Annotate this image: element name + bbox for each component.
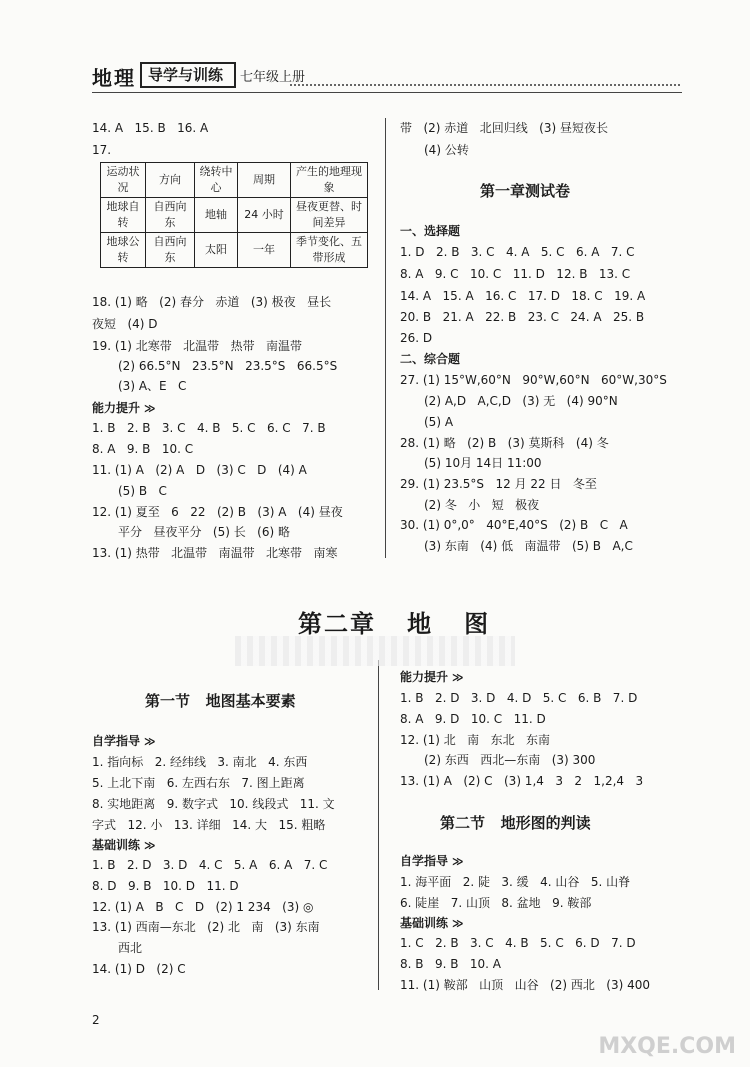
answer-line: 14. (1) D (2) C <box>92 962 186 976</box>
header-rule <box>92 92 682 93</box>
answer-line: 20. B 21. A 22. B 23. C 24. A 25. B <box>400 310 645 324</box>
table-cell: 地轴 <box>195 198 238 233</box>
answer-line: 8. D 9. B 10. D 11. D <box>92 879 239 893</box>
subheading-choice: 一、选择题 <box>400 224 461 238</box>
answer-line: (2) 冬 小 短 极夜 <box>424 498 540 512</box>
subheading-ability <box>92 399 156 416</box>
table-row <box>101 198 368 233</box>
double-chevron-icon: ≫ <box>144 402 156 415</box>
earth-motion-table <box>100 162 368 268</box>
answer-line: 8. B 9. B 10. A <box>400 957 501 971</box>
subheading-basic <box>400 914 464 931</box>
subheading-label: 自学指导 <box>400 854 449 868</box>
answer-line: 6. 陡崖 7. 山顶 8. 盆地 9. 鞍部 <box>400 896 592 910</box>
subheading-self-study <box>400 852 464 869</box>
answer-line: (2) A,D A,C,D (3) 无 (4) 90°N <box>424 394 618 408</box>
table-cell: 一年 <box>238 233 291 268</box>
table-cell: 地球自转 <box>101 198 146 233</box>
subheading-label: 基础训练 <box>400 916 449 930</box>
table-cell: 运动状况 <box>101 163 146 198</box>
double-chevron-icon: ≫ <box>144 735 156 748</box>
table-cell: 地球公转 <box>101 233 146 268</box>
answer-line: (4) 公转 <box>424 143 469 157</box>
table-cell: 太阳 <box>195 233 238 268</box>
table-header-row <box>101 163 368 198</box>
table-cell: 24 小时 <box>238 198 291 233</box>
page-number: 2 <box>92 1013 100 1027</box>
subheading-label: 自学指导 <box>92 734 141 748</box>
answer-line: (5) 10月 14日 11:00 <box>424 456 542 470</box>
answer-line: 1. 指向标 2. 经纬线 3. 南北 4. 东西 <box>92 755 308 769</box>
table-cell: 昼夜更替、时间差异 <box>291 198 368 233</box>
answer-line: 1. D 2. B 3. C 4. A 5. C 6. A 7. C <box>400 245 635 259</box>
table-cell: 产生的地理现象 <box>291 163 368 198</box>
answer-line: 13. (1) 西南—东北 (2) 北 南 (3) 东南 <box>92 920 320 934</box>
header-dotted-rule <box>290 84 680 86</box>
answer-line: (3) A、E C <box>118 379 187 393</box>
answer-line: 夜短 (4) D <box>92 317 158 331</box>
watermark-text: MXQE.COM <box>598 1034 736 1059</box>
answer-line: 13. (1) 热带 北温带 南温带 北寒带 南寒 <box>92 546 338 560</box>
chapter-title-decoration <box>235 636 515 666</box>
table-cell: 季节变化、五带形成 <box>291 233 368 268</box>
double-chevron-icon: ≫ <box>452 917 464 930</box>
table-row <box>101 233 368 268</box>
answer-line: 1. B 2. D 3. D 4. C 5. A 6. A 7. C <box>92 858 328 872</box>
section-title: 第一节 地图基本要素 <box>145 692 296 710</box>
answer-line: 平分 昼夜平分 (5) 长 (6) 略 <box>118 525 290 539</box>
answer-line: 11. (1) 鞍部 山顶 山谷 (2) 西北 (3) 400 <box>400 978 651 992</box>
column-divider-bottom <box>378 660 379 990</box>
subheading-basic <box>92 836 156 853</box>
answer-line: (5) B C <box>118 484 167 498</box>
answer-line: 27. (1) 15°W,60°N 90°W,60°N 60°W,30°S <box>400 373 667 387</box>
answer-line: 1. C 2. B 3. C 4. B 5. C 6. D 7. D <box>400 936 636 950</box>
table-cell: 自西向东 <box>146 233 195 268</box>
subheading-label: 能力提升 <box>400 670 449 684</box>
answer-line: (2) 东西 西北—东南 (3) 300 <box>424 753 596 767</box>
table-cell: 自西向东 <box>146 198 195 233</box>
double-chevron-icon: ≫ <box>452 671 464 684</box>
answer-line: 8. 实地距离 9. 数字式 10. 线段式 11. 文 <box>92 797 335 811</box>
table-cell: 绕转中心 <box>195 163 238 198</box>
header-book-title: 导学与训练 <box>148 66 224 84</box>
answer-line: 14. A 15. A 16. C 17. D 18. C 19. A <box>400 289 646 303</box>
subheading-self-study <box>92 732 156 749</box>
answer-line: 26. D <box>400 331 433 345</box>
table-cell: 方向 <box>146 163 195 198</box>
subheading-label: 基础训练 <box>92 838 141 852</box>
column-divider-top <box>385 118 386 558</box>
answer-line: 1. 海平面 2. 陡 3. 缓 4. 山谷 5. 山脊 <box>400 875 631 889</box>
answer-line: 13. (1) A (2) C (3) 1,4 3 2 1,2,4 3 <box>400 774 644 788</box>
answer-line: 12. (1) 夏至 6 22 (2) B (3) A (4) 昼夜 <box>92 505 343 519</box>
chapter-title: 第二章 地 图 <box>298 609 491 638</box>
subheading-comprehensive: 二、综合题 <box>400 352 461 366</box>
answer-line: 18. (1) 略 (2) 春分 赤道 (3) 极夜 昼长 <box>92 295 332 309</box>
answer-line: 8. A 9. D 10. C 11. D <box>400 712 546 726</box>
subheading-ability <box>400 668 464 685</box>
answer-line: 17. <box>92 143 112 157</box>
subheading-label: 能力提升 <box>92 401 141 415</box>
answer-line: 8. A 9. C 10. C 11. D 12. B 13. C <box>400 267 631 281</box>
section-title: 第一章测试卷 <box>480 182 571 200</box>
answer-line: (3) 东南 (4) 低 南温带 (5) B A,C <box>424 539 633 553</box>
answer-line: 29. (1) 23.5°S 12 月 22 日 冬至 <box>400 477 597 491</box>
section-title: 第二节 地形图的判读 <box>440 814 591 832</box>
answer-line: 带 (2) 赤道 北回归线 (3) 昼短夜长 <box>400 121 608 135</box>
header-grade: 七年级上册 <box>240 70 306 85</box>
table-cell: 周期 <box>238 163 291 198</box>
answer-line: 11. (1) A (2) A D (3) C D (4) A <box>92 463 307 477</box>
answer-line: 12. (1) A B C D (2) 1 234 (3) ◎ <box>92 900 314 914</box>
double-chevron-icon: ≫ <box>452 855 464 868</box>
answer-line: 1. B 2. D 3. D 4. D 5. C 6. B 7. D <box>400 691 638 705</box>
answer-line: 19. (1) 北寒带 北温带 热带 南温带 <box>92 339 303 353</box>
answer-line: 1. B 2. B 3. C 4. B 5. C 6. C 7. B <box>92 421 326 435</box>
double-chevron-icon: ≫ <box>144 839 156 852</box>
answer-line: (2) 66.5°N 23.5°N 23.5°S 66.5°S <box>118 359 338 373</box>
answer-line: 28. (1) 略 (2) B (3) 莫斯科 (4) 冬 <box>400 436 609 450</box>
answer-line: 30. (1) 0°,0° 40°E,40°S (2) B C A <box>400 518 628 532</box>
answer-line: (5) A <box>424 415 454 429</box>
answer-line: 12. (1) 北 南 东北 东南 <box>400 733 551 747</box>
answer-line: 5. 上北下南 6. 左西右东 7. 图上距离 <box>92 776 305 790</box>
answer-line: 西北 <box>118 941 143 955</box>
answer-line: 14. A 15. B 16. A <box>92 121 209 135</box>
header-subject: 地理 <box>92 66 136 90</box>
answer-line: 8. A 9. B 10. C <box>92 442 194 456</box>
answer-line: 字式 12. 小 13. 详细 14. 大 15. 粗略 <box>92 818 326 832</box>
